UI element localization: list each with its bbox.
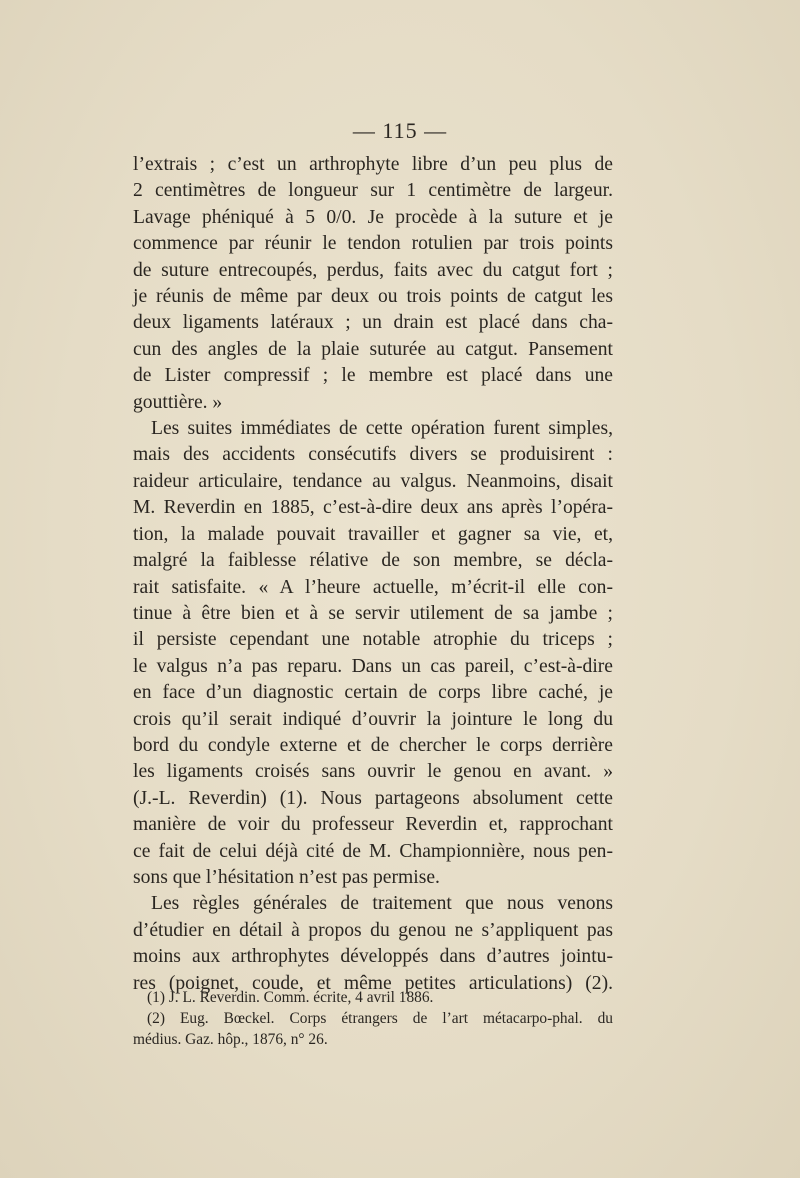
text-line: raideur articulaire, tendance au valgus. Neanmoins, disait bbox=[133, 470, 613, 492]
text-line: de Lister compressif ; le membre est placé dans une bbox=[133, 365, 613, 387]
text-line: de suture entrecoupés, perdus, faits avec du catgut fort ; bbox=[133, 259, 613, 281]
text-line: les ligaments croisés sans ouvrir le genou en avant. » bbox=[133, 761, 613, 783]
text-line: il persiste cependant une notable atrophie du triceps ; bbox=[133, 629, 613, 651]
text-line: sons que l’hésitation n’est pas permise. bbox=[133, 866, 440, 888]
text-line: je réunis de même par deux ou trois points de catgut les bbox=[133, 286, 613, 308]
text-line: M. Reverdin en 1885, c’est-à-dire deux ans après l’opéra- bbox=[133, 497, 613, 519]
footnote-2-continued: médius. Gaz. hôp., 1876, n° 26. bbox=[133, 1031, 328, 1048]
text-line: malgré la faiblesse rélative de son membre, se décla- bbox=[133, 550, 613, 572]
text-line: Lavage phéniqué à 5 0/0. Je procède à la suture et je bbox=[133, 206, 613, 228]
text-line: mais des accidents consécutifs divers se produisirent : bbox=[133, 444, 613, 466]
text-line: deux ligaments latéraux ; un drain est placé dans cha- bbox=[133, 312, 613, 334]
text-line: en face d’un diagnostic certain de corps libre caché, je bbox=[133, 682, 613, 704]
text-line: l’extrais ; c’est un arthrophyte libre d’un peu plus de bbox=[133, 154, 613, 175]
paragraph-3 bbox=[133, 891, 613, 997]
body-text bbox=[133, 152, 613, 997]
text-line: gouttière. » bbox=[133, 391, 223, 413]
footnote-2: (2) Eug. Bœckel. Corps étrangers de l’art métacarpo-phal. du bbox=[147, 1010, 613, 1027]
text-line: Les suites immédiates de cette opération furent simples, bbox=[151, 418, 613, 440]
text-line: bord du condyle externe et de chercher le corps derrière bbox=[133, 734, 613, 756]
footnote-1: (1) J. L. Reverdin. Comm. écrite, 4 avril 1886. bbox=[147, 989, 434, 1006]
text-line: manière de voir du professeur Reverdin et, rapprochant bbox=[133, 814, 613, 836]
text-line: Les règles générales de traitement que nous venons bbox=[151, 893, 613, 915]
paragraph-2 bbox=[133, 416, 613, 891]
text-line: (J.-L. Reverdin) (1). Nous partageons absolument cette bbox=[133, 787, 613, 809]
text-line: cun des angles de la plaie suturée au catgut. Pansement bbox=[133, 338, 613, 360]
text-line: res (poignet, coude, et même petites articulations) (2). bbox=[133, 972, 613, 994]
text-line: d’étudier en détail à propos du genou ne s’appliquent pas bbox=[133, 919, 613, 941]
text-line: 2 centimètres de longueur sur 1 centimètre de largeur. bbox=[133, 180, 613, 202]
footnotes bbox=[133, 987, 613, 1050]
text-line: moins aux arthrophytes développés dans d’autres jointu- bbox=[133, 946, 613, 968]
text-line: tinue à être bien et à se servir utilement de sa jambe ; bbox=[133, 602, 613, 624]
text-line: commence par réunir le tendon rotulien par trois points bbox=[133, 233, 613, 255]
page-number: — 115 — bbox=[352, 118, 448, 143]
paragraph-1 bbox=[133, 152, 613, 416]
text-line: tion, la malade pouvait travailler et gagner sa vie, et, bbox=[133, 523, 613, 545]
text-line: le valgus n’a pas reparu. Dans un cas pareil, c’est-à-dire bbox=[133, 655, 613, 677]
text-line: crois qu’il serait indiqué d’ouvrir la jointure le long du bbox=[133, 708, 613, 730]
text-line: ce fait de celui déjà cité de M. Championnière, nous pen- bbox=[133, 840, 613, 862]
text-line: rait satisfaite. « A l’heure actuelle, m’écrit-il elle con- bbox=[133, 576, 613, 598]
